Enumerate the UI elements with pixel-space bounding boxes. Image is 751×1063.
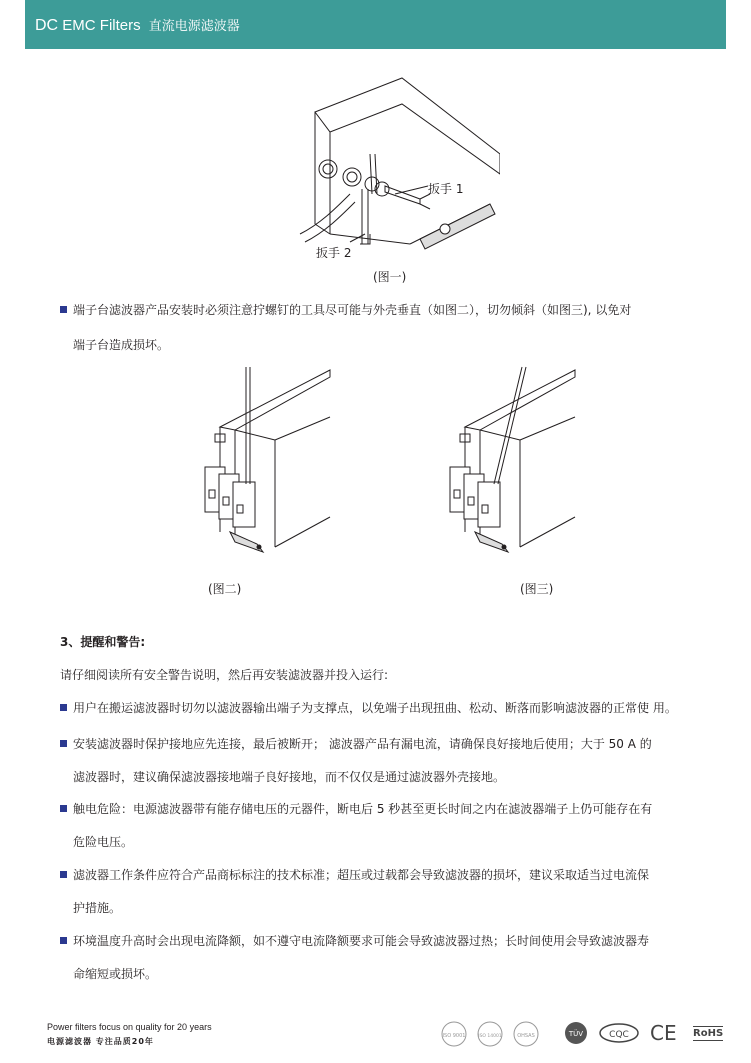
figure-1-drawing — [290, 74, 500, 264]
bullet-marker — [60, 704, 67, 711]
header-title-cn: 直流电源滤波器 — [148, 18, 240, 33]
bullet-marker — [60, 871, 67, 878]
warning-item-4-line-2: 护措施。 — [73, 901, 122, 915]
label-wrench-2: 扳手 2 — [316, 246, 352, 260]
warning-item-4-line-1: 滤波器工作条件应符合产品商标标注的技术标准；超压或过载都会导致滤波器的损坏，建议采取适当过电流保 — [73, 868, 650, 882]
header-prefix: DC — [35, 17, 59, 34]
warning-item-2-line-2: 滤波器时，建议确保滤波器接地端子良好接地，而不仅仅是通过滤波器外壳接地。 — [73, 770, 506, 784]
figure-3-caption: (图三) — [520, 582, 554, 596]
intro-line-1: 端子台滤波器产品安装时必须注意拧螺钉的工具尽可能与外壳垂直（如图二），切勿倾斜（如图三), 以免对 — [73, 303, 632, 317]
warning-item-5-line-2: 命缩短或损坏。 — [73, 967, 158, 981]
ohsas-logo — [512, 1020, 540, 1048]
figure-2-caption: (图二) — [208, 582, 242, 596]
iso-14001-logo — [476, 1020, 504, 1048]
figure-3-drawing — [440, 362, 580, 557]
header-title — [35, 15, 240, 35]
section-3-heading: 3、提醒和警告: — [60, 635, 146, 649]
warning-item-3-line-1: 触电危险：电源滤波器带有能存储电压的元器件，断电后 5 秒甚至更长时间之内在滤波器端子上仍可能存在有 — [73, 802, 653, 816]
warning-item-5-line-1: 环境温度升高时会出现电流降额，如不遵守电流降额要求可能会导致滤波器过热；长时间使用会导致滤波器寿 — [73, 934, 650, 948]
warning-item-2-line-1: 安装滤波器时保护接地应先连接，最后被断开； 滤波器产品有漏电流，请确保良好接地后使用；大于 50 A 的 — [73, 737, 652, 751]
rohs-mark: RoHS — [693, 1028, 724, 1039]
cqc-logo-text: CQC — [609, 1030, 629, 1040]
footer-tagline-cn: 电源滤波器 专注品质20年 — [47, 1037, 154, 1046]
iso-14001-logo-text: ISO 14001 — [478, 1034, 502, 1039]
label-wrench-1: 扳手 1 — [428, 182, 464, 196]
tuv-logo — [563, 1020, 589, 1046]
bullet-marker — [60, 805, 67, 812]
page-header — [25, 0, 726, 49]
ohsas-logo-text: OHSAS — [517, 1033, 535, 1039]
footer-tagline-en: Power filters focus on quality for 20 years — [47, 1022, 212, 1032]
iso-9001-logo — [440, 1020, 468, 1048]
warning-item-1-line-1: 用户在搬运滤波器时切勿以滤波器输出端子为支撑点，以免端子出现扭曲、松动、断落而影响滤波器的正常使 用。 — [73, 701, 677, 715]
bullet-marker — [60, 306, 67, 313]
bullet-marker — [60, 937, 67, 944]
tuv-logo-text: TÜV — [568, 1030, 584, 1038]
bullet-marker — [60, 740, 67, 747]
intro-line-2: 端子台造成损坏。 — [73, 338, 170, 352]
ce-mark: CE — [650, 1021, 677, 1045]
figure-1-caption: (图一) — [373, 270, 407, 284]
warning-item-3-line-2: 危险电压。 — [73, 835, 134, 849]
figure-2-drawing — [195, 362, 335, 557]
cqc-logo — [598, 1022, 640, 1044]
header-title-en: EMC Filters — [62, 17, 141, 34]
iso-9001-logo-text: ISO 9001 — [442, 1033, 466, 1039]
section-3-intro: 请仔细阅读所有安全警告说明，然后再安装滤波器并投入运行: — [60, 668, 389, 682]
